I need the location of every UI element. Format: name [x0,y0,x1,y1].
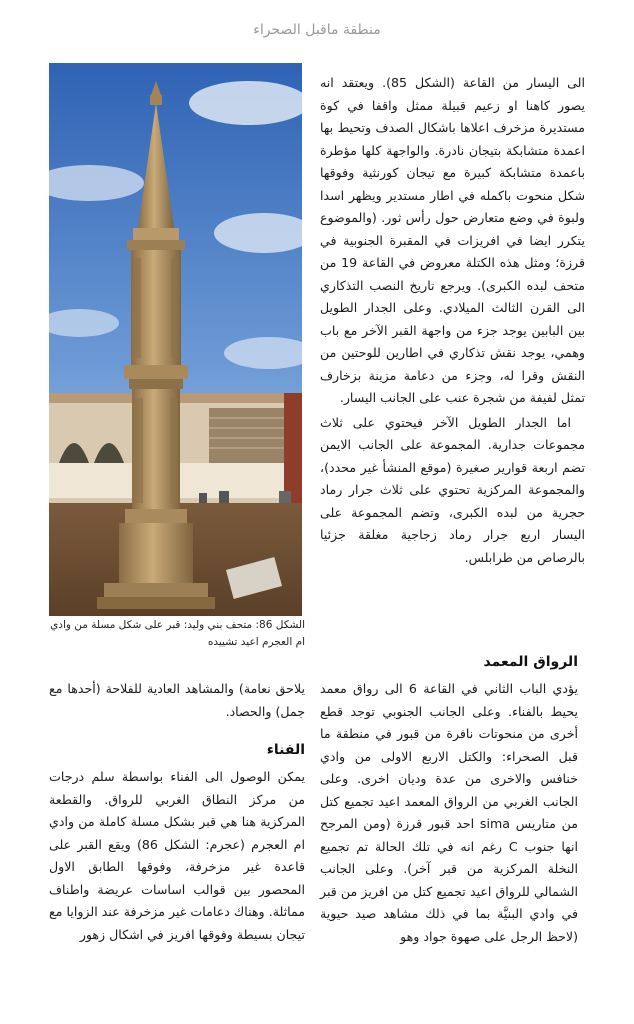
section-heading-courtyard: الفناء [266,742,305,758]
paragraph: اما الجدار الطويل الآخر فيحتوي على ثلاث مجموعات جدارية. المجموعة على الجانب الايمن تضم اربعة قوارير صغيرة (موقع المنشأ غير محدد)، والمجموعة المركزية تحتوي على ثلاث جرار رماد حجرية من لبده الكبرى، وتضم المجموعة على اليسار اربع جرار رماد زجاجية مغلقة جزئيا بالرصاص من طرابلس. [320,414,585,565]
portico-text: يؤدي الباب الثاني في القاعة 6 الى رواق معمد يحيط بالفناء. وعلى الجانب الجنوبي توجد قطع أخرى من منحوتات نافرة من قبور في منطقة ما قبل الصحراء: والكتل الاربع الاولى من وادي خنافس والاخرى من عدة وديان اخرى. وعلى الجانب الغربي من الرواق المعمد اعيد تجميع كتل من متاريس sima احد قبور قرزة (ومن المرجح انها جنوب C رغم انه في تلك الحالة تم تجميع النخلة المركزية من قبر آخر). وعلى الجانب الشمالي للرواق اعيد تجميع كتل من افريز من قبر في وادي البنيَّة بما في ذلك مشاهد صيد حيوية (لاحظ الرجل على صهوة جواد وهو [320,681,578,944]
courtyard-text: يمكن الوصول الى الفناء بواسطة سلم درجات من مركز النطاق الغربي للرواق. والقطعة المركزية هنا هي قبر بشكل مسلة كاملة من وادي ام العجرم (عجرم: الشكل 86) ويقع القبر على قاعدة غير مزخرفة، وفوقها الطابق الاول المحصور بين قوالب اساسات عريضة واطناف مماثلة. وهناك دعامات غير مزخرفة عند الزوايا مع تيجان بسيطة وفوقها افريز في اشكال زهور [49,769,305,942]
paragraph: الى اليسار من القاعة (الشكل 85). ويعتقد انه يصور كاهنا او زعيم قبيلة ممثل واقفا في كوة مستديرة مزخرف اعلاها باشكال الصدف وتحيط بها اعمدة متشابكة بتيجان نادرة. والواجهة كلها مؤطرة باعمدة متشابكة كبيرة مع تيجان كورنثية وفوقها شكل منحوت باكمله في اطار مستدير ويظهر اسدا ولبوة في وضع متعارض حول رأس ثور. (والموضوع يتكرر ايضا في افريزات في المقبرة الجنوبية في قرزة؛ ومثل هذه الكتلة معروض في القاعة 19 من متحف لبده الكبرى). ويرجع تاريخ النصب التذكاري الى القرن الثالث الميلادي. وعلى الجدار الطويل بين البابين يوجد جزء من واجهة القبر الآخر مع باب وهمي، يوجد نقش تذكاري في اطارين للوحتين من النقش وقرا له، وجزء من دعامة مزينة بزخارف تمثل لفيفة من شجرة عنب على الجانب اليسار. [320,75,586,405]
running-header: منطقة ماقبل الصحراء [253,22,381,38]
photo-caption: الشكل 86: متحف بني وليد: قبر على شكل مسلة من وادي ام العجرم اعيد تشييده [50,619,305,648]
obelisk-tomb-photo [49,63,302,616]
section-heading-portico: الرواق المعمد [483,654,578,670]
left-column-continuation: يلاحق نعامة) والمشاهد العادية للفلاحة (أحدها مع جمل) والحصاد. [49,681,305,719]
right-column-upper [320,72,585,569]
